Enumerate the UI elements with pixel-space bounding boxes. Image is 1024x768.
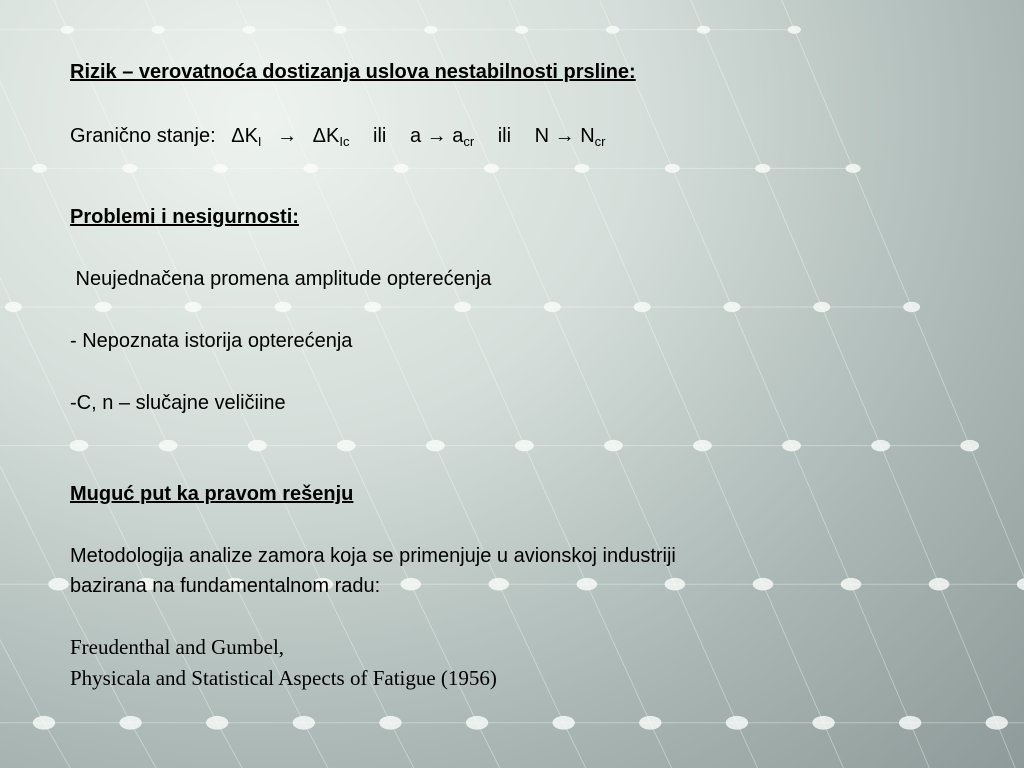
problem-item: Neujednačena promena amplitude opterećenja bbox=[70, 268, 492, 290]
crack-acr: $a_{cr}$ bbox=[452, 125, 475, 149]
solution-text-line-1: Metodologija analize zamora koja se primenjuje u avionskoj industriji bbox=[70, 545, 676, 567]
arrow-2: → bbox=[426, 125, 447, 147]
cycles-n: N bbox=[534, 125, 550, 147]
solution-text-line-2: bazirana na fundamentalnom radu: bbox=[70, 575, 381, 597]
problems-heading: Problemi i nesigurnosti: bbox=[70, 206, 299, 228]
problem-item: -C, n – slučajne veličiine bbox=[70, 392, 286, 414]
limit-state-line bbox=[70, 124, 606, 148]
reference-authors: Freudenthal and Gumbel, bbox=[70, 635, 285, 659]
limit-state-label: Granično stanje: bbox=[70, 125, 216, 147]
solution-heading: Muguć put ka pravom rešenju bbox=[70, 483, 354, 505]
delta-k1: $\Delta K_I$ bbox=[231, 125, 262, 149]
delta-k-ic: $\Delta K_{Ic}$ bbox=[312, 125, 350, 149]
risk-heading: Rizik – verovatnoća dostizanja uslova nestabilnosti prsline: bbox=[70, 61, 636, 83]
arrow-1: → bbox=[277, 125, 298, 147]
problem-item: - Nepoznata istorija opterećenja bbox=[70, 330, 353, 352]
arrow-3: → bbox=[554, 125, 575, 147]
crack-a: a bbox=[409, 125, 422, 147]
cycles-ncr: $N_{cr}$ bbox=[580, 125, 606, 149]
or-2: ili bbox=[497, 125, 512, 147]
reference-title: Physicala and Statistical Aspects of Fatigue (1956) bbox=[70, 666, 497, 690]
or-1: ili bbox=[373, 125, 387, 147]
